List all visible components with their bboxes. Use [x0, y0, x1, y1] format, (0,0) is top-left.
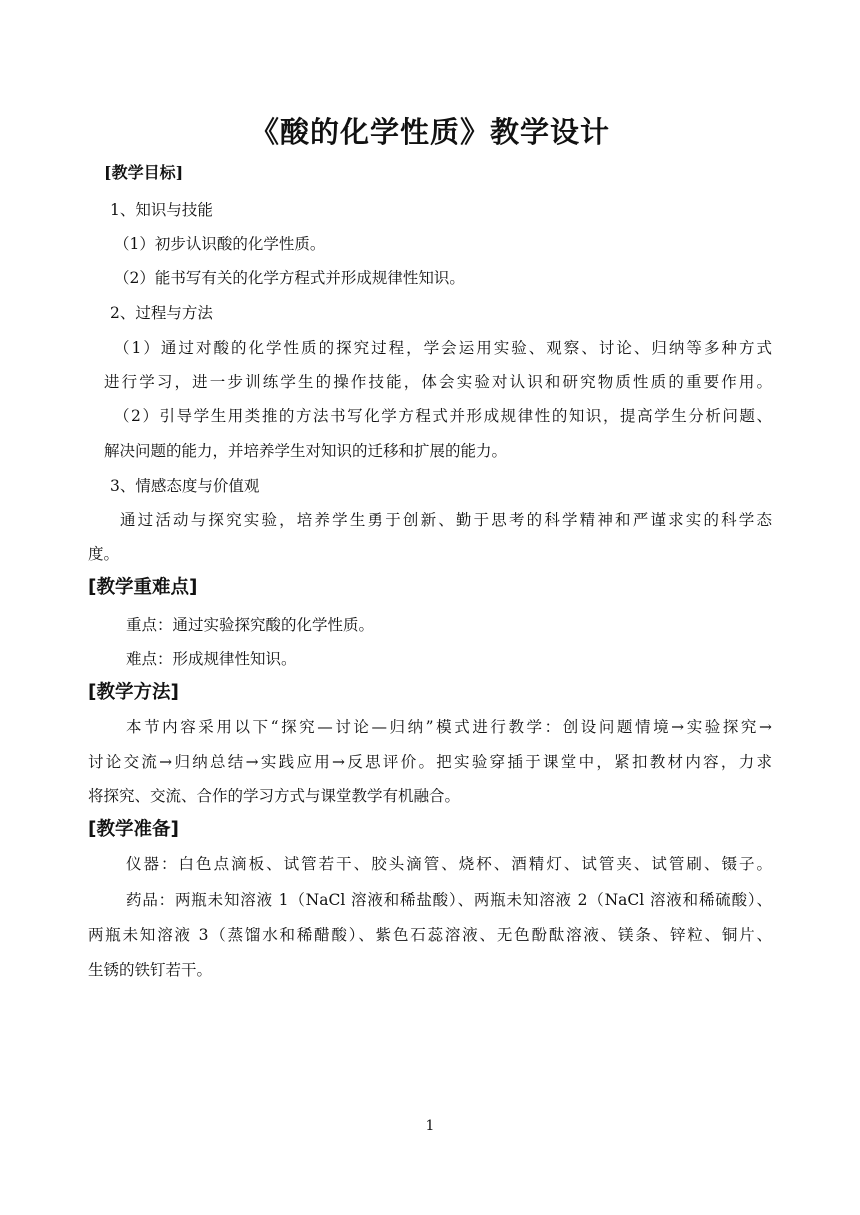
- attitude-values-title: 3、情感态度与价值观: [110, 477, 260, 495]
- process-method-title: 2、过程与方法: [110, 304, 213, 322]
- objectives-heading: [教学目标]: [104, 163, 184, 182]
- methods-line-1: 本节内容采用以下“探究—讨论—归纳”模式进行教学：创设问题情境→实验探究→: [126, 718, 772, 736]
- drugs-line-2: 两瓶未知溶液 3（蒸馏水和稀醋酸）、紫色石蕊溶液、无色酚酞溶液、镁条、锌粒、铜片、: [88, 926, 772, 944]
- process-item-2-line-2: 解决问题的能力，并培养学生对知识的迁移和扩展的能力。: [104, 442, 508, 460]
- knowledge-skills-title: 1、知识与技能: [110, 201, 213, 219]
- key-point-text: 重点：通过实验探究酸的化学性质。: [126, 616, 375, 634]
- page-number: 1: [425, 1118, 435, 1134]
- attitude-paragraph-line-1: 通过活动与探究实验，培养学生勇于创新、勤于思考的科学精神和严谨求实的科学态: [120, 511, 772, 529]
- key-points-heading: [教学重难点]: [88, 577, 198, 598]
- drugs-line-3: 生锈的铁钉若干。: [88, 961, 213, 979]
- methods-line-2: 讨论交流→归纳总结→实践应用→反思评价。把实验穿插于课堂中，紧扣教材内容，力求: [88, 753, 772, 771]
- process-item-1-line-1: （1）通过对酸的化学性质的探究过程，学会运用实验、观察、讨论、归纳等多种方式: [114, 339, 772, 357]
- instruments-text: 仪器：白色点滴板、试管若干、胶头滴管、烧杯、酒精灯、试管夹、试管刷、镊子。: [126, 855, 772, 873]
- methods-line-3: 将探究、交流、合作的学习方式与课堂教学有机融合。: [88, 787, 461, 805]
- process-item-1-line-2: 进行学习，进一步训练学生的操作技能，体会实验对认识和研究物质性质的重要作用。: [104, 373, 772, 391]
- knowledge-item-2: （2）能书写有关的化学方程式并形成规律性知识。: [114, 269, 465, 287]
- methods-heading: [教学方法]: [88, 682, 179, 703]
- document-title: 《酸的化学性质》教学设计: [249, 115, 610, 149]
- knowledge-item-1: （1）初步认识酸的化学性质。: [114, 235, 326, 253]
- preparation-heading: [教学准备]: [88, 819, 179, 840]
- difficult-point-text: 难点：形成规律性知识。: [126, 650, 297, 668]
- process-item-2-line-1: （2）引导学生用类推的方法书写化学方程式并形成规律性的知识，提高学生分析问题、: [114, 407, 772, 425]
- drugs-line-1: 药品：两瓶未知溶液 1（NaCl 溶液和稀盐酸）、两瓶未知溶液 2（NaCl 溶液和稀硫酸）、: [126, 891, 772, 909]
- attitude-paragraph-line-2: 度。: [88, 545, 120, 563]
